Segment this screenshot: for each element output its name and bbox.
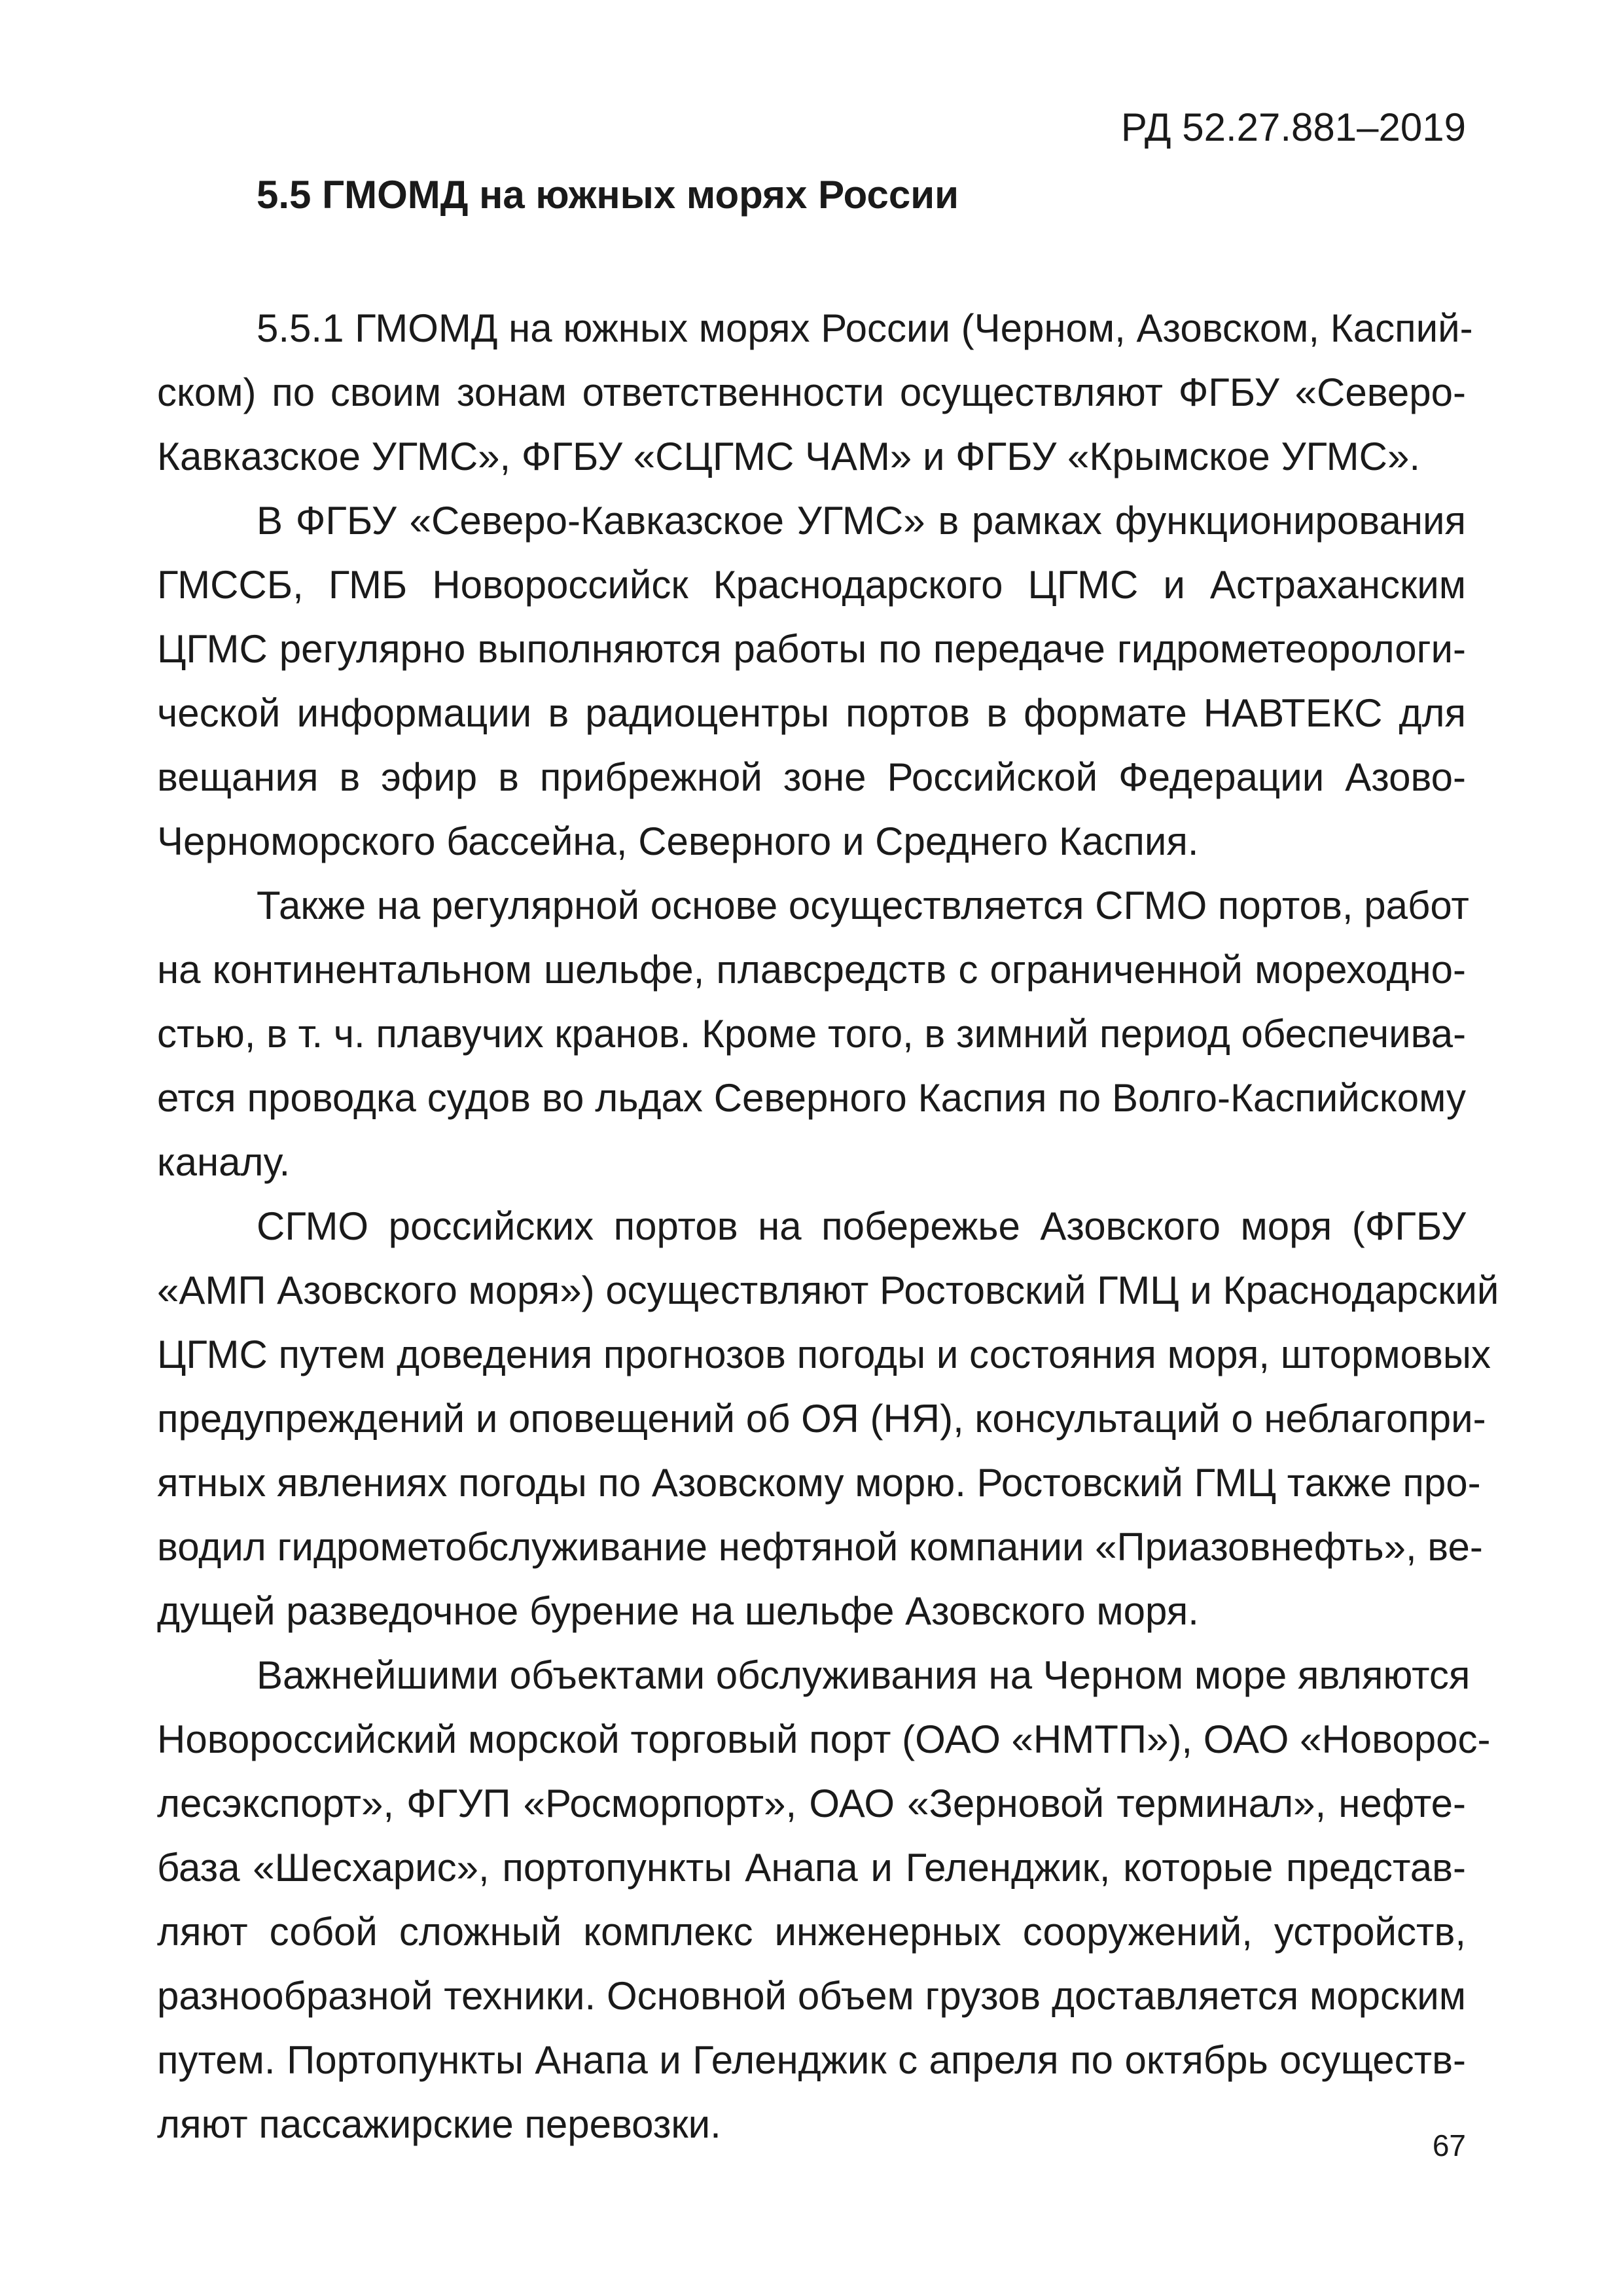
- text-line: Новороссийский морской торговый порт (ОАО «НМТП»), ОАО «Новорос-: [157, 1717, 1491, 1761]
- text-line: разнообразной техники. Основной объем грузов доставляется морским: [157, 1974, 1466, 2018]
- text-line: Кавказское УГМС», ФГБУ «СЦГМС ЧАМ» и ФГБУ «Крымское УГМС».: [157, 435, 1421, 478]
- text-line: Важнейшими объектами обслуживания на Черном море являются: [257, 1653, 1471, 1697]
- text-line: на континентальном шельфе, плавсредств с ограниченной мореходно-: [157, 948, 1466, 992]
- section-heading: 5.5 ГМОМД на южных морях России: [257, 173, 959, 217]
- text-line: ГМССБ, ГМБ Новороссийск Краснодарского ЦГМС и Астраханским: [157, 563, 1466, 607]
- page-number: 67: [1432, 2128, 1466, 2162]
- text-line: база «Шесхарис», портопункты Анапа и Геленджик, которые представ-: [157, 1846, 1466, 1890]
- text-line: ляют пассажирские перевозки.: [157, 2102, 721, 2146]
- text-line: ском) по своим зонам ответственности осуществляют ФГБУ «Северо-: [157, 370, 1466, 414]
- text-line: предупреждений и оповещений об ОЯ (НЯ), консультаций о неблагопри-: [157, 1397, 1486, 1441]
- text-line: СГМО российских портов на побережье Азовского моря (ФГБУ: [257, 1204, 1466, 1248]
- text-line: вещания в эфир в прибрежной зоне Российской Федерации Азово-: [157, 755, 1466, 799]
- text-line: ятных явлениях погоды по Азовскому морю. Ростовский ГМЦ также про-: [157, 1461, 1481, 1505]
- text-line: Черноморского бассейна, Северного и Среднего Каспия.: [157, 819, 1199, 863]
- text-line: лесэкспорт», ФГУП «Росморпорт», ОАО «Зерновой терминал», нефте-: [157, 1782, 1466, 1825]
- text-line: «АМП Азовского моря») осуществляют Ростовский ГМЦ и Краснодарский: [157, 1268, 1499, 1312]
- text-line: ляют собой сложный комплекс инженерных сооружений, устройств,: [157, 1910, 1466, 1954]
- text-line: ЦГМС путем доведения прогнозов погоды и состояния моря, штормовых: [157, 1333, 1491, 1376]
- text-line: Также на регулярной основе осуществляется СГМО портов, работ: [257, 884, 1469, 927]
- text-line: ЦГМС регулярно выполняются работы по передаче гидрометеорологи-: [157, 627, 1466, 671]
- text-line: путем. Портопункты Анапа и Геленджик с апреля по октябрь осуществ-: [157, 2038, 1466, 2082]
- text-line: водил гидрометобслуживание нефтяной компании «Приазовнефть», ве-: [157, 1525, 1483, 1569]
- text-line: ется проводка судов во льдах Северного Каспия по Волго-Каспийскому: [157, 1076, 1466, 1120]
- document-code: РД 52.27.881–2019: [1120, 105, 1466, 149]
- text-line: В ФГБУ «Северо-Кавказское УГМС» в рамках функционирования: [257, 499, 1466, 543]
- text-line: ческой информации в радиоцентры портов в формате НАВТЕКС для: [157, 691, 1466, 735]
- text-line: 5.5.1 ГМОМД на южных морях России (Черном, Азовском, Каспий-: [257, 306, 1473, 350]
- text-line: стью, в т. ч. плавучих кранов. Кроме того, в зимний период обеспечива-: [157, 1012, 1467, 1056]
- text-line: дущей разведочное бурение на шельфе Азовского моря.: [157, 1589, 1199, 1633]
- text-line: каналу.: [157, 1140, 291, 1184]
